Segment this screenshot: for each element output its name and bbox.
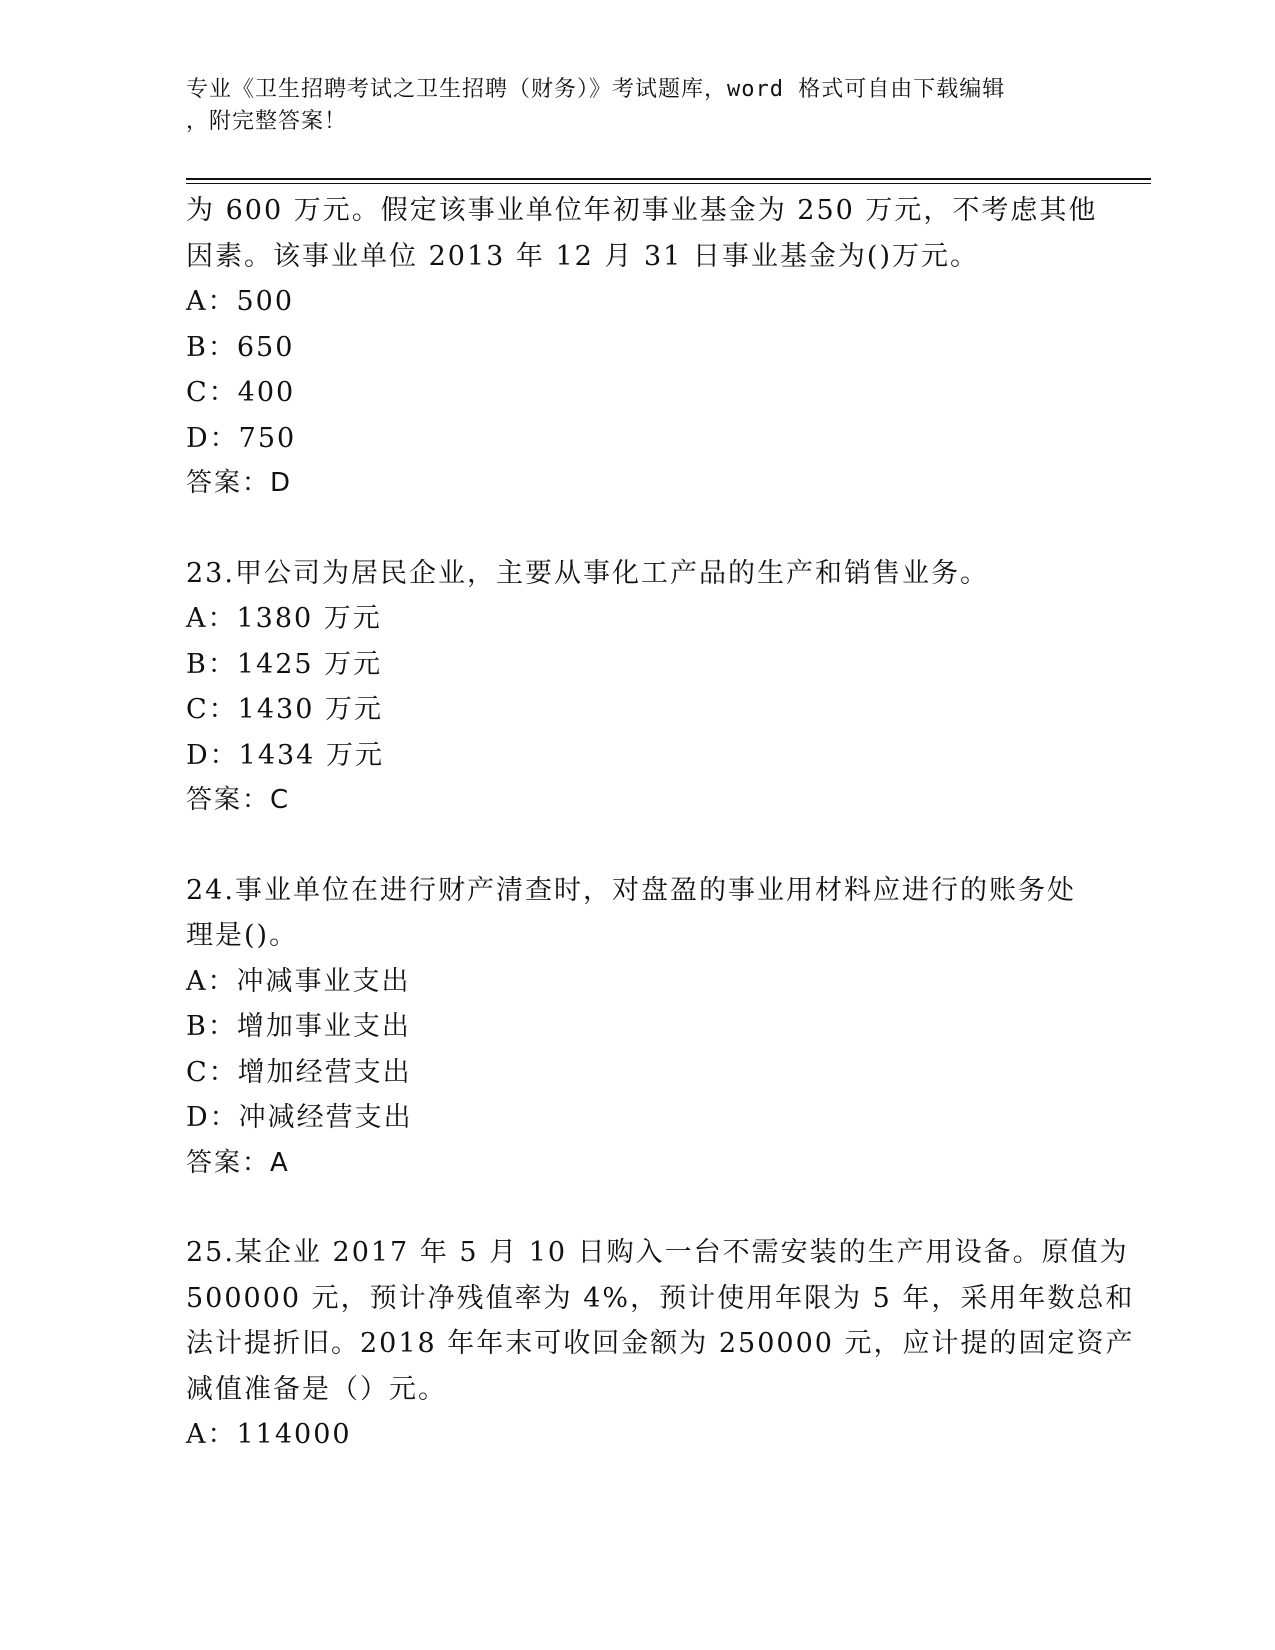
question-24 [186,868,1086,1187]
header-line-1: 专业《卫生招聘考试之卫生招聘（财务）》考试题库，word 格式可自由下载编辑 [186,77,1006,102]
question-stem-line: 减值准备是（）元。 [186,1373,447,1405]
question-spacer [186,824,1086,868]
header-rule-thick [186,178,1151,180]
option-d: D：冲减经营支出 [186,1102,413,1133]
header-rule-thin [186,183,1151,184]
option-d: D：1434 万元 [186,739,384,771]
option-d: D：750 [186,422,297,454]
question-stem-line: 法计提折旧。2018 年年末可收回金额为 250000 元，应计提的固定资产 [186,1328,1135,1359]
question-spacer [186,507,1086,551]
document-body [186,188,1135,1458]
question-22 [186,188,1098,507]
question-25 [186,1230,1135,1458]
question-spacer [186,1186,1086,1230]
question-stem-line: 为 600 万元。假定该事业单位年初事业基金为 250 万元，不考虑其他 [186,195,1098,226]
option-b: B：增加事业支出 [186,1011,411,1042]
option-c: C：1430 万元 [186,694,383,725]
answer-line: 答案：A [186,1147,290,1178]
option-b: B：650 [186,331,295,363]
option-b: B：1425 万元 [186,648,383,680]
question-23 [186,551,1086,824]
option-a: A：114000 [186,1419,352,1450]
option-c: C：增加经营支出 [186,1056,412,1088]
page-header [186,74,1086,138]
option-a: A：1380 万元 [186,603,382,634]
question-stem-line: 理是()。 [186,920,299,951]
question-stem-line: 23.甲公司为居民企业，主要从事化工产品的生产和销售业务。 [186,557,989,589]
option-a: A：500 [186,286,295,317]
question-stem-line: 25.某企业 2017 年 5 月 10 日购入一台不需安装的生产用设备。原值为 [186,1237,1129,1268]
question-stem-line: 因素。该事业单位 2013 年 12 月 31 日事业基金为()万元。 [186,240,979,272]
option-a: A：冲减事业支出 [186,965,411,997]
question-stem-line: 500000 元，预计净残值率为 4%，预计使用年限为 5 年，采用年数总和 [186,1282,1135,1314]
question-stem-line: 24.事业单位在进行财产清查时，对盘盈的事业用材料应进行的账务处 [186,874,1076,906]
header-line-2: ，附完整答案！ [186,109,348,134]
answer-line: 答案：C [186,785,291,815]
answer-line: 答案：D [186,468,293,498]
option-c: C：400 [186,377,296,408]
